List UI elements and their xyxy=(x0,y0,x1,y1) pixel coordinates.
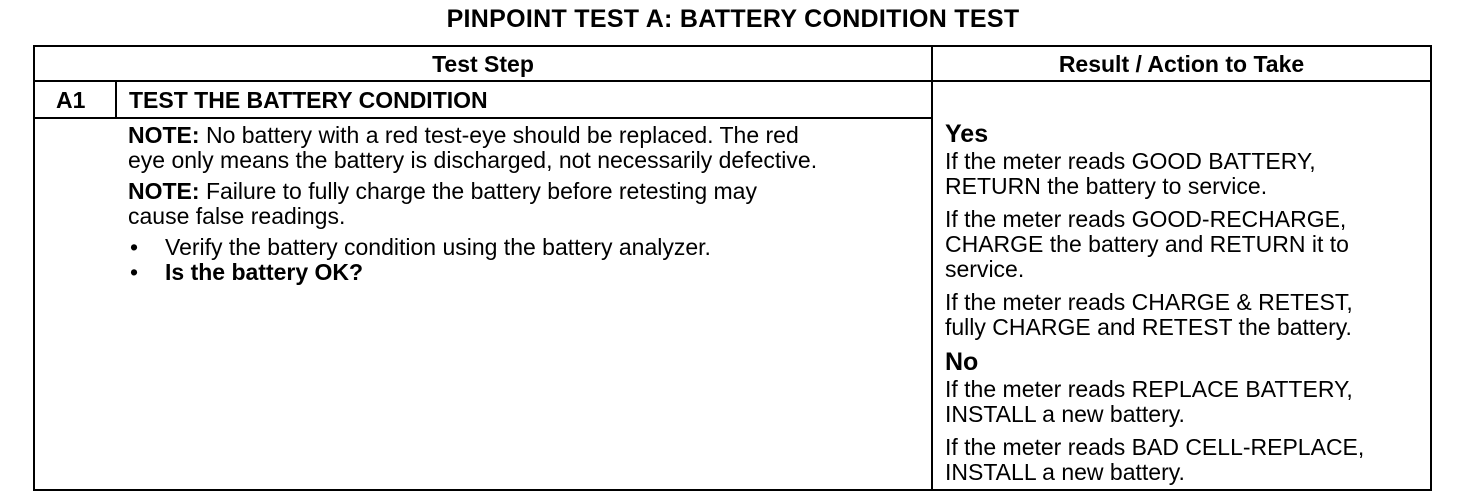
note-text: Failure to fully charge the battery before retesting may xyxy=(199,178,757,204)
yes-action-2-line-1: If the meter reads GOOD-RECHARGE, xyxy=(945,206,1347,232)
note-1-line-1 xyxy=(128,123,799,148)
page-title: PINPOINT TEST A: BATTERY CONDITION TEST xyxy=(446,5,1020,33)
note-2-line-1 xyxy=(128,179,757,204)
id-column-divider xyxy=(115,82,117,118)
no-action-1-line-1: If the meter reads REPLACE BATTERY, xyxy=(945,376,1353,402)
yes-action-2-line-2: CHARGE the battery and RETURN it to xyxy=(945,231,1349,257)
result-no-label: No xyxy=(945,348,979,376)
yes-action-3-line-1: If the meter reads CHARGE & RETEST, xyxy=(945,289,1353,315)
note-text: No battery with a red test-eye should be replaced. The red xyxy=(199,122,799,148)
no-action-1-line-2: INSTALL a new battery. xyxy=(945,401,1185,427)
yes-action-3-line-2: fully CHARGE and RETEST the battery. xyxy=(945,314,1352,340)
bullet-icon: • xyxy=(130,259,139,285)
header-divider xyxy=(33,80,1432,82)
result-yes-label: Yes xyxy=(945,120,989,148)
step-heading-divider xyxy=(33,117,933,119)
bullet-icon: • xyxy=(130,234,139,260)
yes-action-1-line-1: If the meter reads GOOD BATTERY, xyxy=(945,148,1316,174)
column-divider xyxy=(931,45,933,491)
note-label: NOTE: xyxy=(128,178,200,204)
step-id: A1 xyxy=(56,87,86,113)
header-result: Result / Action to Take xyxy=(1058,51,1305,77)
no-action-2-line-2: INSTALL a new battery. xyxy=(945,459,1185,485)
yes-action-2-line-3: service. xyxy=(945,256,1025,282)
note-label: NOTE: xyxy=(128,122,200,148)
bullet-question: Is the battery OK? xyxy=(165,259,364,285)
no-action-2-line-1: If the meter reads BAD CELL-REPLACE, xyxy=(945,434,1365,460)
step-heading: TEST THE BATTERY CONDITION xyxy=(129,87,488,113)
bullet-item: Verify the battery condition using the battery analyzer. xyxy=(165,234,711,260)
yes-action-1-line-2: RETURN the battery to service. xyxy=(945,173,1268,199)
note-2-line-2: cause false readings. xyxy=(128,203,346,229)
header-test-step: Test Step xyxy=(432,51,534,77)
note-1-line-2: eye only means the battery is discharged, not necessarily defective. xyxy=(128,147,818,173)
